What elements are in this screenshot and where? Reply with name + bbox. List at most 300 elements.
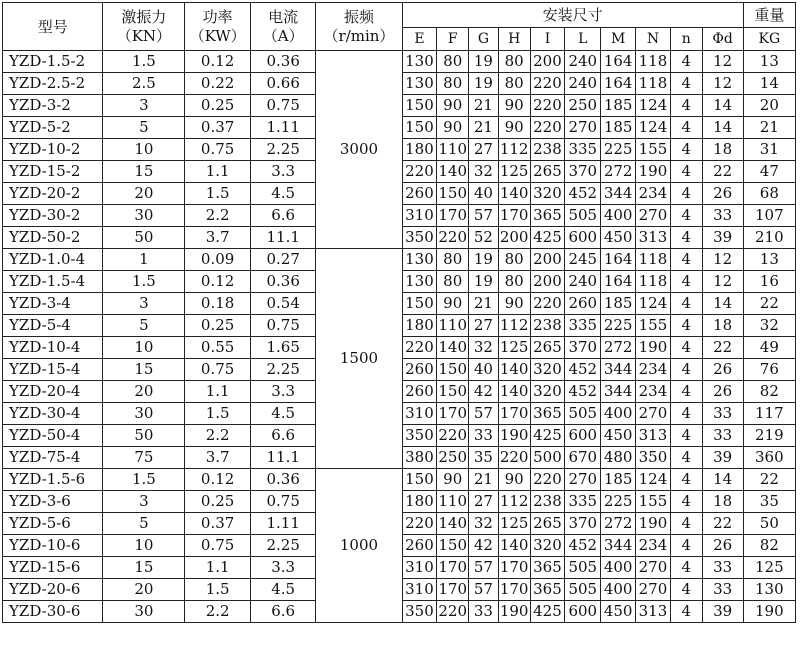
cell-dim-2: 21	[469, 293, 499, 315]
cell-dim-3: 140	[498, 535, 530, 557]
cell-dim-0: 130	[402, 249, 437, 271]
cell-power: 0.75	[185, 139, 251, 161]
cell-dim-4: 220	[530, 117, 565, 139]
cell-dim-0: 180	[402, 315, 437, 337]
cell-dim-0: 180	[402, 491, 437, 513]
cell-weight: 76	[743, 359, 795, 381]
cell-dim-3: 140	[498, 183, 530, 205]
cell-dim-8: 4	[670, 227, 702, 249]
cell-dim-9: 33	[702, 403, 743, 425]
cell-dim-8: 4	[670, 315, 702, 337]
cell-dim-5: 335	[565, 139, 601, 161]
cell-dim-2: 33	[469, 425, 499, 447]
cell-dim-4: 365	[530, 579, 565, 601]
cell-dim-6: 344	[601, 381, 636, 403]
cell-model: YZD-75-4	[3, 447, 103, 469]
cell-power: 1.1	[185, 557, 251, 579]
cell-dim-8: 4	[670, 183, 702, 205]
cell-dim-3: 90	[498, 469, 530, 491]
cell-dim-1: 80	[437, 51, 469, 73]
cell-dim-3: 170	[498, 205, 530, 227]
cell-dim-8: 4	[670, 249, 702, 271]
cell-current: 0.36	[250, 51, 316, 73]
cell-dim-0: 130	[402, 51, 437, 73]
cell-dim-5: 452	[565, 359, 601, 381]
cell-dim-2: 21	[469, 117, 499, 139]
cell-dim-3: 170	[498, 557, 530, 579]
cell-power: 1.1	[185, 381, 251, 403]
cell-model: YZD-1.5-6	[3, 469, 103, 491]
cell-power: 0.12	[185, 51, 251, 73]
cell-dim-6: 272	[601, 337, 636, 359]
cell-current: 0.36	[250, 271, 316, 293]
cell-current: 3.3	[250, 381, 316, 403]
cell-dim-9: 39	[702, 447, 743, 469]
header-frequency-label: 振频	[343, 7, 374, 26]
cell-dim-7: 118	[636, 271, 671, 293]
cell-dim-6: 450	[601, 227, 636, 249]
cell-dim-7: 270	[636, 205, 671, 227]
cell-dim-2: 42	[469, 381, 499, 403]
cell-dim-6: 450	[601, 601, 636, 623]
cell-dim-3: 80	[498, 51, 530, 73]
cell-dim-4: 365	[530, 557, 565, 579]
header-dim-6: M	[601, 28, 636, 51]
cell-current: 0.36	[250, 469, 316, 491]
cell-dim-2: 27	[469, 315, 499, 337]
cell-weight: 22	[743, 469, 795, 491]
cell-force: 15	[103, 359, 185, 381]
cell-dim-3: 80	[498, 249, 530, 271]
cell-power: 2.2	[185, 205, 251, 227]
cell-force: 20	[103, 183, 185, 205]
header-frequency-unit: （r/min）	[323, 26, 395, 45]
cell-dim-0: 130	[402, 73, 437, 95]
cell-model: YZD-30-2	[3, 205, 103, 227]
cell-dim-5: 250	[565, 95, 601, 117]
cell-dim-2: 57	[469, 557, 499, 579]
cell-dim-4: 200	[530, 249, 565, 271]
cell-dim-7: 190	[636, 161, 671, 183]
cell-model: YZD-20-2	[3, 183, 103, 205]
cell-power: 0.12	[185, 469, 251, 491]
cell-weight: 13	[743, 51, 795, 73]
cell-dim-0: 350	[402, 601, 437, 623]
cell-dim-0: 380	[402, 447, 437, 469]
cell-dim-2: 40	[469, 359, 499, 381]
cell-dim-7: 270	[636, 579, 671, 601]
cell-power: 2.2	[185, 601, 251, 623]
cell-dim-1: 90	[437, 293, 469, 315]
cell-dim-5: 335	[565, 315, 601, 337]
cell-dim-7: 350	[636, 447, 671, 469]
header-weight-unit: KG	[743, 28, 795, 51]
header-dim-8: n	[670, 28, 702, 51]
cell-dim-2: 57	[469, 403, 499, 425]
cell-dim-0: 150	[402, 293, 437, 315]
cell-dim-3: 190	[498, 601, 530, 623]
cell-dim-4: 425	[530, 601, 565, 623]
header-weight: 重量	[743, 3, 795, 28]
cell-power: 0.37	[185, 117, 251, 139]
cell-dim-8: 4	[670, 161, 702, 183]
cell-weight: 130	[743, 579, 795, 601]
cell-dim-7: 313	[636, 227, 671, 249]
cell-dim-3: 125	[498, 513, 530, 535]
header-dim-3: H	[498, 28, 530, 51]
cell-weight: 210	[743, 227, 795, 249]
cell-dim-5: 452	[565, 183, 601, 205]
cell-dim-7: 124	[636, 117, 671, 139]
cell-dim-2: 32	[469, 513, 499, 535]
cell-dim-1: 150	[437, 183, 469, 205]
cell-dim-0: 220	[402, 513, 437, 535]
table-header	[3, 3, 796, 51]
header-dim-0: E	[402, 28, 437, 51]
table-row	[3, 249, 796, 271]
cell-dim-8: 4	[670, 95, 702, 117]
cell-dim-7: 155	[636, 315, 671, 337]
cell-model: YZD-15-6	[3, 557, 103, 579]
cell-force: 30	[103, 205, 185, 227]
cell-dim-7: 234	[636, 183, 671, 205]
cell-dim-5: 600	[565, 601, 601, 623]
cell-model: YZD-30-4	[3, 403, 103, 425]
cell-dim-0: 310	[402, 403, 437, 425]
cell-power: 1.5	[185, 183, 251, 205]
header-dim-2: G	[469, 28, 499, 51]
cell-dim-8: 4	[670, 337, 702, 359]
cell-dim-0: 350	[402, 227, 437, 249]
cell-dim-7: 313	[636, 601, 671, 623]
cell-dim-5: 240	[565, 271, 601, 293]
cell-dim-2: 19	[469, 51, 499, 73]
cell-current: 1.11	[250, 117, 316, 139]
cell-dim-5: 452	[565, 381, 601, 403]
cell-model: YZD-10-4	[3, 337, 103, 359]
cell-dim-8: 4	[670, 447, 702, 469]
cell-dim-9: 18	[702, 139, 743, 161]
cell-current: 11.1	[250, 227, 316, 249]
cell-dim-4: 220	[530, 469, 565, 491]
cell-force: 15	[103, 557, 185, 579]
cell-dim-3: 80	[498, 271, 530, 293]
cell-force: 2.5	[103, 73, 185, 95]
cell-power: 0.18	[185, 293, 251, 315]
cell-dim-1: 170	[437, 205, 469, 227]
table-body	[3, 51, 796, 623]
cell-dim-0: 260	[402, 359, 437, 381]
cell-dim-1: 140	[437, 161, 469, 183]
cell-current: 4.5	[250, 403, 316, 425]
cell-dim-9: 26	[702, 381, 743, 403]
cell-dim-4: 238	[530, 139, 565, 161]
cell-power: 2.2	[185, 425, 251, 447]
cell-model: YZD-3-6	[3, 491, 103, 513]
cell-dim-6: 272	[601, 513, 636, 535]
cell-dim-6: 164	[601, 249, 636, 271]
cell-dim-7: 270	[636, 403, 671, 425]
cell-force: 5	[103, 513, 185, 535]
cell-power: 0.37	[185, 513, 251, 535]
header-dim-5: L	[565, 28, 601, 51]
cell-force: 1	[103, 249, 185, 271]
header-dim-9: Φd	[702, 28, 743, 51]
cell-dim-2: 21	[469, 469, 499, 491]
cell-dim-8: 4	[670, 425, 702, 447]
cell-weight: 107	[743, 205, 795, 227]
cell-dim-6: 185	[601, 293, 636, 315]
cell-force: 20	[103, 381, 185, 403]
cell-current: 6.6	[250, 205, 316, 227]
cell-dim-5: 270	[565, 469, 601, 491]
cell-dim-4: 365	[530, 205, 565, 227]
cell-dim-9: 14	[702, 293, 743, 315]
header-power-unit: （KW）	[189, 26, 246, 45]
cell-weight: 35	[743, 491, 795, 513]
cell-dim-6: 164	[601, 271, 636, 293]
cell-power: 0.12	[185, 271, 251, 293]
cell-model: YZD-20-6	[3, 579, 103, 601]
cell-current: 2.25	[250, 535, 316, 557]
cell-dim-8: 4	[670, 381, 702, 403]
cell-dim-0: 180	[402, 139, 437, 161]
cell-force: 20	[103, 579, 185, 601]
cell-dim-7: 124	[636, 95, 671, 117]
cell-dim-1: 90	[437, 469, 469, 491]
cell-weight: 190	[743, 601, 795, 623]
cell-dim-1: 150	[437, 535, 469, 557]
cell-dim-8: 4	[670, 293, 702, 315]
cell-dim-4: 265	[530, 337, 565, 359]
cell-dim-7: 234	[636, 535, 671, 557]
cell-dim-5: 240	[565, 73, 601, 95]
cell-dim-4: 425	[530, 227, 565, 249]
cell-dim-1: 140	[437, 337, 469, 359]
cell-dim-3: 80	[498, 73, 530, 95]
header-current	[250, 3, 316, 51]
cell-dim-5: 370	[565, 513, 601, 535]
cell-dim-2: 19	[469, 271, 499, 293]
cell-dim-6: 164	[601, 73, 636, 95]
cell-dim-0: 150	[402, 117, 437, 139]
cell-current: 0.54	[250, 293, 316, 315]
cell-force: 5	[103, 315, 185, 337]
cell-dim-9: 26	[702, 359, 743, 381]
cell-dim-9: 22	[702, 161, 743, 183]
header-force-label: 激振力	[121, 7, 167, 26]
cell-dim-1: 170	[437, 403, 469, 425]
cell-dim-4: 200	[530, 51, 565, 73]
cell-weight: 49	[743, 337, 795, 359]
cell-force: 15	[103, 161, 185, 183]
cell-dim-7: 190	[636, 513, 671, 535]
cell-current: 0.75	[250, 95, 316, 117]
cell-dim-1: 250	[437, 447, 469, 469]
cell-dim-7: 155	[636, 491, 671, 513]
cell-dim-6: 400	[601, 557, 636, 579]
cell-power: 0.25	[185, 491, 251, 513]
cell-power: 0.22	[185, 73, 251, 95]
cell-dim-8: 4	[670, 469, 702, 491]
cell-dim-8: 4	[670, 73, 702, 95]
cell-dim-2: 42	[469, 535, 499, 557]
cell-model: YZD-15-4	[3, 359, 103, 381]
cell-current: 6.6	[250, 601, 316, 623]
cell-dim-4: 200	[530, 271, 565, 293]
cell-dim-3: 200	[498, 227, 530, 249]
cell-dim-3: 125	[498, 161, 530, 183]
header-dim-7: N	[636, 28, 671, 51]
cell-current: 0.75	[250, 315, 316, 337]
cell-dim-9: 33	[702, 557, 743, 579]
header-current-label: 电流	[268, 7, 299, 26]
cell-dim-0: 150	[402, 95, 437, 117]
header-dim-4: I	[530, 28, 565, 51]
cell-dim-2: 57	[469, 579, 499, 601]
cell-dim-7: 234	[636, 381, 671, 403]
cell-dim-8: 4	[670, 117, 702, 139]
cell-dim-8: 4	[670, 359, 702, 381]
cell-dim-5: 370	[565, 161, 601, 183]
cell-model: YZD-10-2	[3, 139, 103, 161]
cell-force: 10	[103, 535, 185, 557]
cell-dim-7: 118	[636, 73, 671, 95]
table-row	[3, 51, 796, 73]
cell-dim-6: 185	[601, 469, 636, 491]
cell-model: YZD-3-2	[3, 95, 103, 117]
header-power-label: 功率	[202, 7, 233, 26]
cell-model: YZD-1.0-4	[3, 249, 103, 271]
cell-dim-5: 600	[565, 425, 601, 447]
cell-dim-5: 505	[565, 557, 601, 579]
cell-dim-1: 80	[437, 271, 469, 293]
cell-dim-4: 500	[530, 447, 565, 469]
cell-frequency: 1500	[316, 249, 402, 469]
cell-dim-1: 220	[437, 227, 469, 249]
header-current-unit: （A）	[262, 26, 304, 45]
header-force-unit: （KN）	[116, 26, 172, 45]
cell-dim-1: 170	[437, 579, 469, 601]
cell-dim-7: 190	[636, 337, 671, 359]
cell-force: 5	[103, 117, 185, 139]
cell-model: YZD-3-4	[3, 293, 103, 315]
cell-power: 3.7	[185, 447, 251, 469]
cell-current: 1.65	[250, 337, 316, 359]
cell-weight: 82	[743, 381, 795, 403]
cell-force: 50	[103, 425, 185, 447]
cell-dim-9: 12	[702, 51, 743, 73]
cell-current: 6.6	[250, 425, 316, 447]
cell-dim-9: 33	[702, 579, 743, 601]
cell-dim-0: 260	[402, 381, 437, 403]
cell-dim-4: 320	[530, 535, 565, 557]
cell-dim-5: 245	[565, 249, 601, 271]
cell-dim-7: 155	[636, 139, 671, 161]
cell-force: 10	[103, 337, 185, 359]
cell-force: 10	[103, 139, 185, 161]
cell-dim-1: 110	[437, 491, 469, 513]
cell-dim-5: 505	[565, 205, 601, 227]
cell-model: YZD-20-4	[3, 381, 103, 403]
cell-model: YZD-1.5-4	[3, 271, 103, 293]
cell-dim-4: 238	[530, 491, 565, 513]
cell-model: YZD-2.5-2	[3, 73, 103, 95]
cell-dim-8: 4	[670, 557, 702, 579]
cell-dim-2: 19	[469, 249, 499, 271]
cell-dim-6: 272	[601, 161, 636, 183]
cell-force: 1.5	[103, 271, 185, 293]
cell-current: 0.66	[250, 73, 316, 95]
cell-frequency: 1000	[316, 469, 402, 623]
cell-dim-4: 320	[530, 359, 565, 381]
cell-dim-8: 4	[670, 403, 702, 425]
cell-dim-1: 150	[437, 381, 469, 403]
cell-dim-6: 344	[601, 359, 636, 381]
cell-dim-9: 12	[702, 249, 743, 271]
cell-dim-9: 33	[702, 205, 743, 227]
cell-dim-4: 265	[530, 513, 565, 535]
cell-dim-5: 260	[565, 293, 601, 315]
cell-current: 3.3	[250, 161, 316, 183]
cell-weight: 219	[743, 425, 795, 447]
cell-weight: 32	[743, 315, 795, 337]
cell-model: YZD-30-6	[3, 601, 103, 623]
header-dim-1: F	[437, 28, 469, 51]
cell-dim-7: 124	[636, 293, 671, 315]
cell-weight: 14	[743, 73, 795, 95]
cell-dim-4: 320	[530, 183, 565, 205]
cell-dim-3: 190	[498, 425, 530, 447]
cell-dim-5: 505	[565, 579, 601, 601]
cell-dim-1: 80	[437, 73, 469, 95]
cell-dim-3: 112	[498, 315, 530, 337]
cell-power: 1.5	[185, 403, 251, 425]
cell-force: 30	[103, 403, 185, 425]
cell-dim-3: 90	[498, 293, 530, 315]
cell-current: 11.1	[250, 447, 316, 469]
cell-dim-0: 310	[402, 579, 437, 601]
cell-model: YZD-10-6	[3, 535, 103, 557]
cell-dim-0: 260	[402, 183, 437, 205]
cell-dim-3: 140	[498, 381, 530, 403]
cell-dim-0: 310	[402, 205, 437, 227]
header-power	[185, 3, 251, 51]
cell-weight: 16	[743, 271, 795, 293]
cell-dim-8: 4	[670, 139, 702, 161]
cell-power: 3.7	[185, 227, 251, 249]
cell-dim-1: 140	[437, 513, 469, 535]
cell-power: 1.5	[185, 579, 251, 601]
cell-dim-6: 225	[601, 491, 636, 513]
cell-current: 2.25	[250, 359, 316, 381]
cell-weight: 31	[743, 139, 795, 161]
cell-weight: 20	[743, 95, 795, 117]
cell-dim-7: 118	[636, 249, 671, 271]
cell-model: YZD-5-4	[3, 315, 103, 337]
cell-dim-6: 450	[601, 425, 636, 447]
cell-weight: 360	[743, 447, 795, 469]
header-frequency	[316, 3, 402, 51]
cell-dim-6: 400	[601, 403, 636, 425]
spec-table	[2, 2, 796, 623]
header-install-dimensions: 安装尺寸	[402, 3, 743, 28]
cell-current: 3.3	[250, 557, 316, 579]
cell-frequency: 3000	[316, 51, 402, 249]
cell-dim-1: 110	[437, 315, 469, 337]
cell-dim-2: 40	[469, 183, 499, 205]
cell-dim-0: 310	[402, 557, 437, 579]
